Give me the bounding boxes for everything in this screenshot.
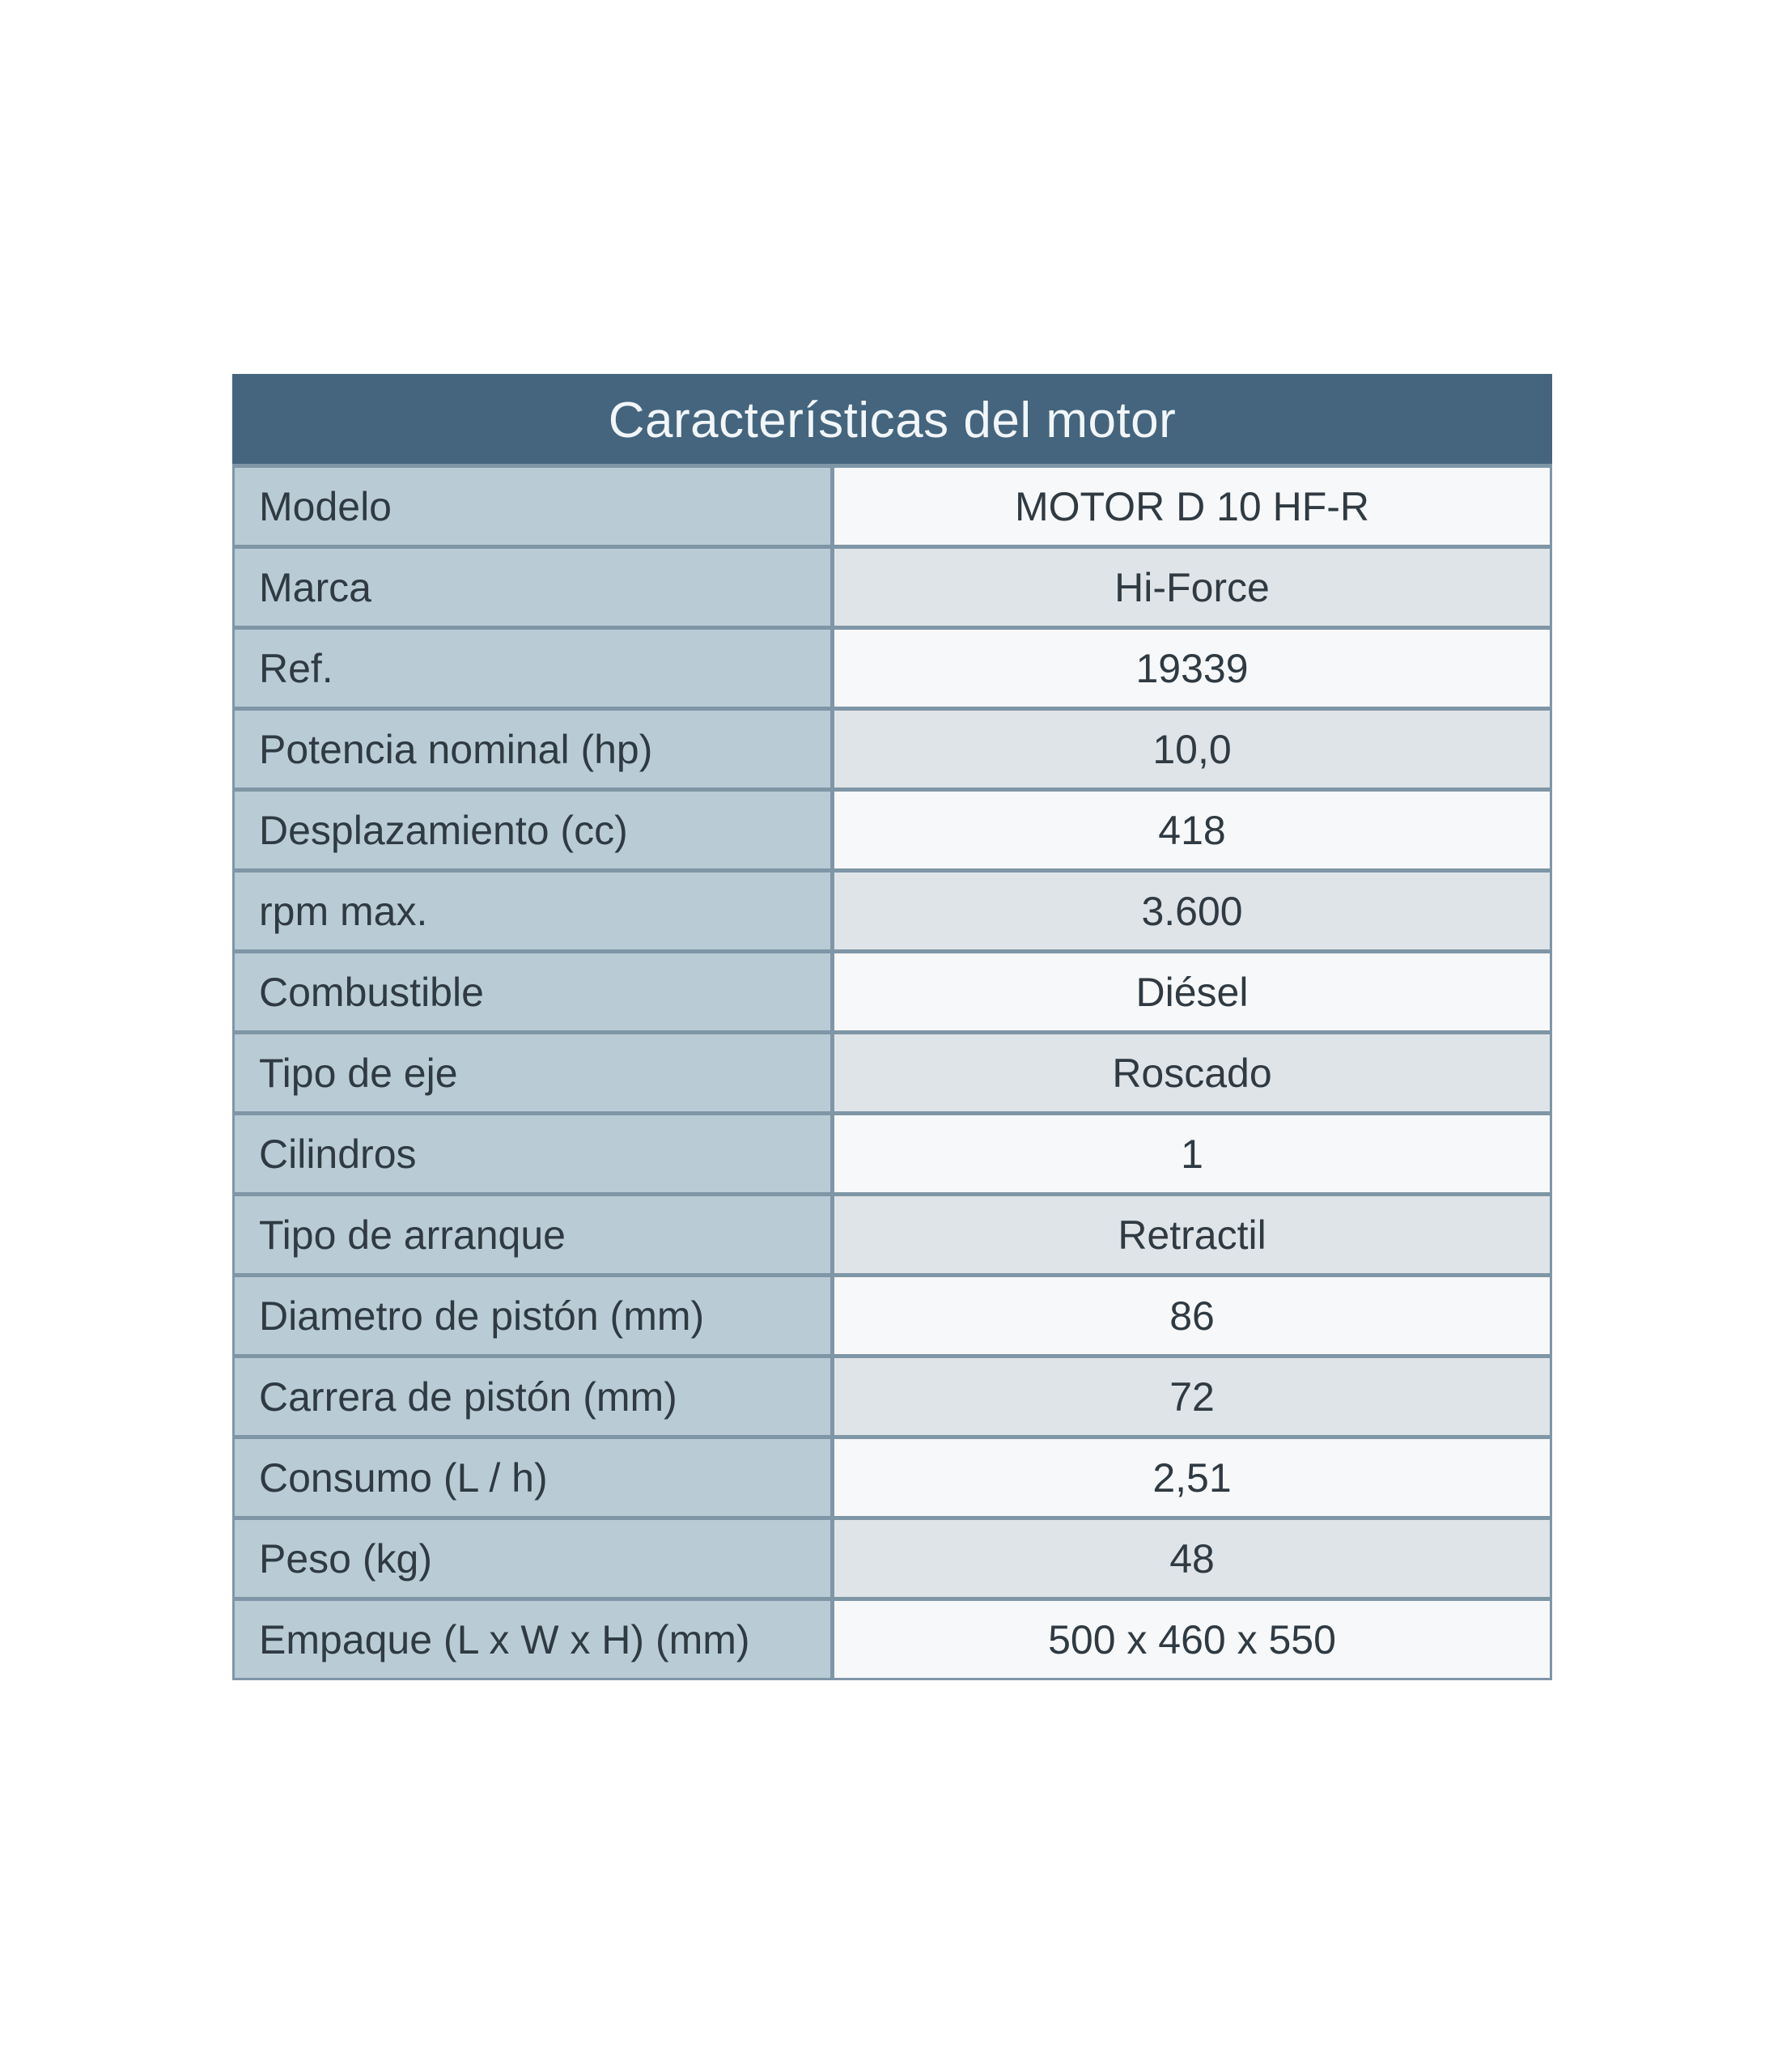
spec-label: Potencia nominal (hp) xyxy=(234,709,833,790)
table-title: Características del motor xyxy=(234,376,1551,466)
spec-label: Ref. xyxy=(234,628,833,709)
spec-value: Retractil xyxy=(833,1195,1551,1276)
table-row xyxy=(234,1195,1551,1276)
table-row xyxy=(234,1518,1551,1599)
spec-label: Tipo de arranque xyxy=(234,1195,833,1276)
table-row xyxy=(234,1033,1551,1114)
table-title-row xyxy=(234,376,1551,466)
table-row xyxy=(234,709,1551,790)
table-row xyxy=(234,790,1551,871)
spec-label: Tipo de eje xyxy=(234,1033,833,1114)
table-row xyxy=(234,628,1551,709)
table-row xyxy=(234,952,1551,1033)
spec-label: Carrera de pistón (mm) xyxy=(234,1357,833,1437)
spec-label: Diametro de pistón (mm) xyxy=(234,1276,833,1357)
table-row xyxy=(234,1437,1551,1518)
spec-label: Desplazamiento (cc) xyxy=(234,790,833,871)
spec-label: Modelo xyxy=(234,466,833,547)
spec-value: 19339 xyxy=(833,628,1551,709)
table-row xyxy=(234,1599,1551,1679)
spec-label: Marca xyxy=(234,547,833,628)
spec-label: Empaque (L x W x H) (mm) xyxy=(234,1599,833,1679)
spec-value: 3.600 xyxy=(833,871,1551,952)
spec-label: Consumo (L / h) xyxy=(234,1437,833,1518)
spec-label: Cilindros xyxy=(234,1114,833,1195)
spec-value: 500 x 460 x 550 xyxy=(833,1599,1551,1679)
spec-label: Peso (kg) xyxy=(234,1518,833,1599)
spec-value: Hi-Force xyxy=(833,547,1551,628)
spec-value: Roscado xyxy=(833,1033,1551,1114)
table-row xyxy=(234,1114,1551,1195)
spec-value: 10,0 xyxy=(833,709,1551,790)
table-row xyxy=(234,871,1551,952)
spec-value: 48 xyxy=(833,1518,1551,1599)
spec-value: 2,51 xyxy=(833,1437,1551,1518)
table-row xyxy=(234,466,1551,547)
spec-value: 72 xyxy=(833,1357,1551,1437)
spec-label: rpm max. xyxy=(234,871,833,952)
spec-value: 418 xyxy=(833,790,1551,871)
spec-label: Combustible xyxy=(234,952,833,1033)
engine-specs-table xyxy=(232,374,1552,1680)
spec-value: 86 xyxy=(833,1276,1551,1357)
table-row xyxy=(234,547,1551,628)
spec-value: Diésel xyxy=(833,952,1551,1033)
table-row xyxy=(234,1357,1551,1437)
spec-value: MOTOR D 10 HF-R xyxy=(833,466,1551,547)
spec-value: 1 xyxy=(833,1114,1551,1195)
table-row xyxy=(234,1276,1551,1357)
